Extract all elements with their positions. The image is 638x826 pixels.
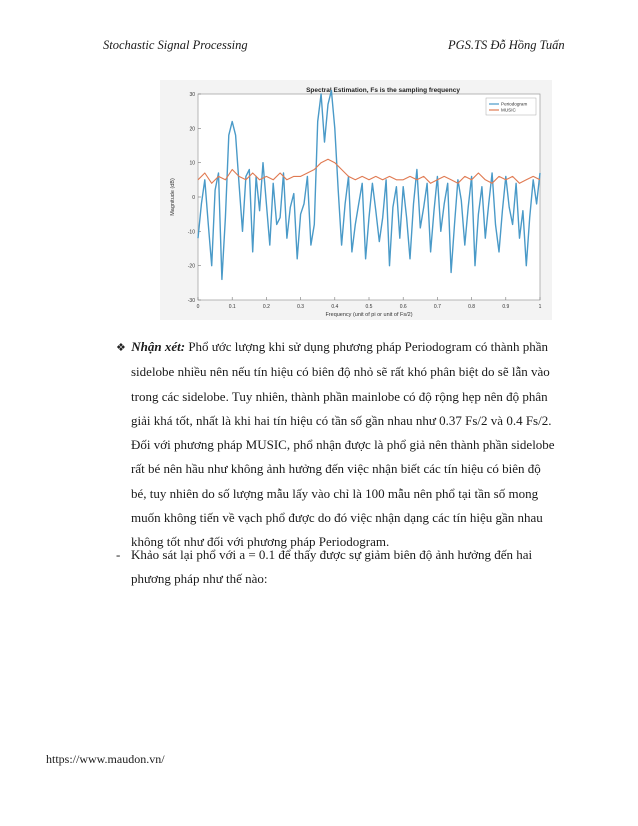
y-tick-label: -30 <box>187 298 195 304</box>
x-tick-label: 0.8 <box>468 304 476 310</box>
x-tick-label: 0 <box>196 304 200 310</box>
header-author: PGS.TS Đỗ Hồng Tuấn <box>448 38 565 52</box>
paragraph-line-6: rất bé nên hầu như không ảnh hưởng đến việc nhận biết các tín hiệu có biên độ <box>131 461 541 477</box>
x-tick-label: 1 <box>538 304 542 310</box>
survey-list-item <box>116 543 570 592</box>
paragraph-text-1: Phổ ước lượng khi sử dụng phương pháp Periodogram có thành phần <box>188 339 548 354</box>
remarks-paragraph <box>116 335 570 555</box>
remarks-label: Nhận xét: <box>131 339 186 354</box>
x-tick-label: 0.1 <box>228 304 236 310</box>
y-tick-label: -10 <box>187 229 195 236</box>
paragraph-line-4: giải khá tốt, nhất là khi hai tín hiệu có tần số gần nhau như 0.37 Fs/2 và 0.4 Fs/2. <box>131 412 552 428</box>
item-line-1 <box>116 543 570 567</box>
plot-area <box>198 94 540 300</box>
x-tick-label: 0.2 <box>262 304 270 310</box>
x-tick-label: 0.7 <box>433 304 441 310</box>
dash-bullet-icon: - <box>116 547 121 562</box>
paragraph-line-2: sidelobe nhiều nên nếu tín hiệu có biên độ nhỏ sẽ rất khó phân biệt do sẽ lẫn vào <box>131 364 550 380</box>
paragraph-line-8: muốn không tiến về vạch phổ được do đó việc nhận dạng các tín hiệu gần nhau <box>131 510 543 526</box>
y-tick-label: 20 <box>189 126 195 133</box>
legend-entry: MUSIC <box>501 107 516 113</box>
spectral-estimation-chart <box>160 80 552 320</box>
diamond-bullet-icon: ❖ <box>116 342 126 354</box>
x-tick-label: 0.6 <box>399 304 407 310</box>
y-tick-label: 10 <box>189 160 195 167</box>
paragraph-line-7: bé, tuy nhiên do số lượng mẫu lấy vào chỉ là 100 mẫu nên phổ tại tần số mong <box>131 485 539 501</box>
y-tick-label: -20 <box>187 263 195 270</box>
paragraph-line-1 <box>116 335 570 360</box>
header-course-title: Stochastic Signal Processing <box>103 38 248 52</box>
footer-url[interactable]: https://www.maudon.vn/ <box>46 752 165 766</box>
x-axis-label: Frequency (unit of pi or unit of Fs/2) <box>325 312 413 318</box>
paragraph-line-3: trong các sidelobe. Tuy nhiên, thành phần mainlobe có độ rộng hẹp nên độ phân <box>131 388 548 404</box>
y-tick-label: 0 <box>192 195 195 201</box>
x-tick-label: 0.5 <box>365 304 373 310</box>
x-tick-label: 0.3 <box>297 304 305 310</box>
chart-title: Spectral Estimation, Fs is the sampling frequency <box>306 87 460 94</box>
y-axis-label: Magnitude (dB) <box>170 178 176 216</box>
paragraph-line-5: Đối với phương pháp MUSIC, phổ nhận được là phổ giả nên thành phần sidelobe <box>131 437 555 453</box>
paragraph-line-9: không tốt như đối với phương pháp Periodogram. <box>131 534 390 550</box>
x-tick-label: 0.9 <box>502 304 510 310</box>
x-tick-label: 0.4 <box>331 304 339 310</box>
item-text-1: Khảo sát lại phổ với a = 0.1 để thấy được sự giảm biên độ ảnh hưởng đến hai <box>131 547 533 562</box>
legend-entry: Periodogram <box>501 101 528 107</box>
item-line-2: phương pháp như thế nào: <box>131 571 268 587</box>
y-tick-label: 30 <box>189 92 195 98</box>
chart-svg <box>160 80 552 320</box>
